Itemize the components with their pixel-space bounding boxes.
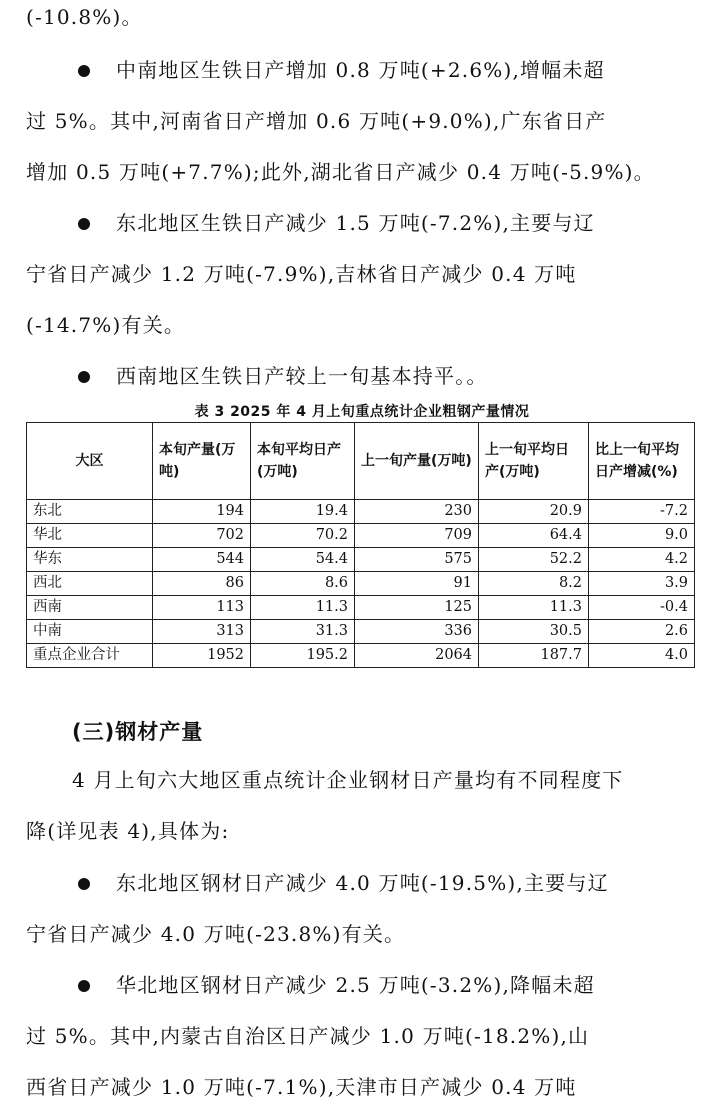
table-cell: 54.4: [251, 548, 355, 572]
table-cell: 70.2: [251, 524, 355, 548]
table-cell: 重点企业合计: [27, 644, 153, 668]
table-cell: 86: [153, 572, 251, 596]
header-cell: 本旬平均日产(万吨): [251, 423, 355, 500]
table-cell: 8.2: [479, 572, 589, 596]
table-cell: 113: [153, 596, 251, 620]
table-cell: 东北: [27, 500, 153, 524]
table-cell: 中南: [27, 620, 153, 644]
intro-paragraph: [26, 755, 698, 857]
table-cell: 19.4: [251, 500, 355, 524]
table-cell: 3.9: [589, 572, 695, 596]
table-cell: 709: [355, 524, 479, 548]
bullet-icon: [78, 980, 90, 992]
bullet-icon: [78, 371, 90, 383]
table-cell: 1952: [153, 644, 251, 668]
table-cell: 544: [153, 548, 251, 572]
text-line: 宁省日产减少 4.0 万吨(-23.8%)有关。: [26, 922, 406, 946]
table-cell: 313: [153, 620, 251, 644]
table-cell: 336: [355, 620, 479, 644]
text-line: 宁省日产减少 1.2 万吨(-7.9%),吉林省日产减少 0.4 万吨: [26, 262, 577, 286]
table-cell: 11.3: [479, 596, 589, 620]
table-cell: 4.2: [589, 548, 695, 572]
header-cell: 大区: [27, 423, 153, 500]
table-row-total: [27, 644, 695, 668]
table-cell: 575: [355, 548, 479, 572]
table-row: [27, 572, 695, 596]
table-cell: 31.3: [251, 620, 355, 644]
table-cell: 2.6: [589, 620, 695, 644]
paragraph-fragment: [26, 0, 698, 43]
bullet-paragraph-northeast-iron: [26, 198, 698, 351]
table-row: [27, 596, 695, 620]
table-cell: 8.6: [251, 572, 355, 596]
bullet-paragraph-central-south-iron: [26, 45, 698, 198]
header-cell: 上一旬产量(万吨): [355, 423, 479, 500]
table-cell: 230: [355, 500, 479, 524]
table-cell: 187.7: [479, 644, 589, 668]
table-cell: -0.4: [589, 596, 695, 620]
table-header-row: [27, 423, 695, 500]
text-line: 过 5%。其中,河南省日产增加 0.6 万吨(+9.0%),广东省日产: [26, 109, 607, 133]
text-line: 西南地区生铁日产较上一旬基本持平。。: [26, 351, 698, 402]
table-cell: 4.0: [589, 644, 695, 668]
text-line: 增加 0.5 万吨(+7.7%);此外,湖北省日产减少 0.4 万吨(-5.9%)。: [26, 160, 655, 184]
table-cell: 52.2: [479, 548, 589, 572]
table-cell: 194: [153, 500, 251, 524]
text-line: 中南地区生铁日产增加 0.8 万吨(+2.6%),增幅未超: [26, 45, 698, 96]
table-row: [27, 524, 695, 548]
bullet-icon: [78, 218, 90, 230]
table-cell: 125: [355, 596, 479, 620]
table-cell: 91: [355, 572, 479, 596]
table-cell: -7.2: [589, 500, 695, 524]
table-cell: 华东: [27, 548, 153, 572]
text-line: 东北地区生铁日产减少 1.5 万吨(-7.2%),主要与辽: [26, 198, 698, 249]
text-line: (-10.8%)。: [26, 5, 143, 29]
bullet-paragraph-northeast-steel: [26, 858, 698, 960]
section-heading: (三)钢材产量: [72, 720, 204, 744]
table-caption: 表 3 2025 年 4 月上旬重点统计企业粗钢产量情况: [194, 404, 530, 420]
table-cell: 2064: [355, 644, 479, 668]
text-line: 4 月上旬六大地区重点统计企业钢材日产量均有不同程度下: [72, 768, 624, 792]
text-line: 降(详见表 4),具体为:: [26, 819, 230, 843]
table-cell: 西北: [27, 572, 153, 596]
bullet-icon: [78, 878, 90, 890]
table-cell: 64.4: [479, 524, 589, 548]
text-line: 华北地区钢材日产减少 2.5 万吨(-3.2%),降幅未超: [26, 960, 698, 1011]
text-line: 西省日产减少 1.0 万吨(-7.1%),天津市日产减少 0.4 万吨: [26, 1075, 577, 1099]
table-cell: 西南: [27, 596, 153, 620]
bullet-paragraph-southwest-iron: [26, 351, 698, 402]
text-line: 过 5%。其中,内蒙古自治区日产减少 1.0 万吨(-18.2%),山: [26, 1024, 590, 1048]
table-cell: 20.9: [479, 500, 589, 524]
bullet-paragraph-north-steel: [26, 960, 698, 1113]
table-cell: 9.0: [589, 524, 695, 548]
bullet-icon: [78, 65, 90, 77]
table-cell: 11.3: [251, 596, 355, 620]
text-line: (-14.7%)有关。: [26, 313, 186, 337]
table-row: [27, 620, 695, 644]
table-cell: 华北: [27, 524, 153, 548]
text-line: 东北地区钢材日产减少 4.0 万吨(-19.5%),主要与辽: [26, 858, 698, 909]
header-cell: 比上一旬平均日产增减(%): [589, 423, 695, 500]
table-row: [27, 548, 695, 572]
table-cell: 195.2: [251, 644, 355, 668]
table-cell: 702: [153, 524, 251, 548]
header-cell: 上一旬平均日产(万吨): [479, 423, 589, 500]
header-cell: 本旬产量(万吨): [153, 423, 251, 500]
table-row: [27, 500, 695, 524]
table-cell: 30.5: [479, 620, 589, 644]
crude-steel-table: [26, 422, 695, 668]
